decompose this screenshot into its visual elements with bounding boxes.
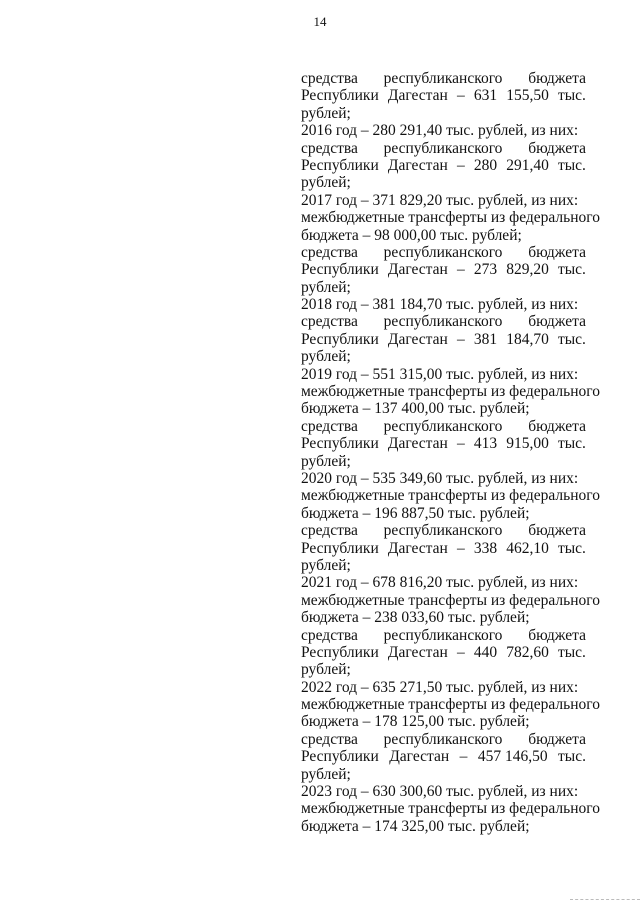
text-line (301, 644, 586, 661)
text-line: межбюджетные трансферты из федерального (301, 487, 600, 505)
text-word: бюджета (528, 626, 586, 644)
text-word: средства (301, 626, 358, 644)
text-word: тыс. (557, 87, 586, 105)
text-word: 381 (473, 330, 498, 348)
text-line: бюджета – 98 000,00 тыс. рублей; (301, 226, 522, 244)
text-word: бюджета (528, 313, 586, 331)
text-word: Республики (301, 539, 379, 557)
text-line: рублей; (301, 661, 351, 679)
text-line (301, 157, 586, 174)
text-word: Республики (301, 435, 379, 453)
text-line: 2018 год – 381 184,70 тыс. рублей, из них: (301, 296, 579, 314)
text-line: рублей; (301, 174, 351, 192)
text-word: Дагестан (387, 330, 448, 348)
text-word: республиканского (383, 243, 503, 261)
text-word: средства (301, 243, 358, 261)
text-word: – (456, 643, 465, 661)
text-word: 462,10 (506, 539, 549, 557)
text-line: 2020 год – 535 349,60 тыс. рублей, из них: (301, 469, 579, 487)
text-word: Республики (301, 261, 379, 279)
text-word: Дагестан (387, 156, 448, 174)
text-word: средства (301, 522, 358, 540)
text-line: 2023 год – 630 300,60 тыс. рублей, из них: (301, 783, 579, 801)
text-word: Дагестан (389, 748, 450, 766)
text-word: бюджета (528, 139, 586, 157)
text-line (301, 627, 586, 644)
text-word: – (456, 87, 465, 105)
text-word: бюджета (528, 417, 586, 435)
text-word: Республики (301, 156, 379, 174)
text-word: – (456, 435, 465, 453)
text-word: средства (301, 313, 358, 331)
text-word: 782,60 (506, 643, 549, 661)
text-word: средства (301, 417, 358, 435)
text-word: – (459, 748, 468, 766)
text-word: тыс. (558, 748, 586, 766)
text-word: 155,50 (506, 87, 549, 105)
text-word: тыс. (557, 435, 586, 453)
text-word: республиканского (383, 522, 503, 540)
text-line: бюджета – 238 033,60 тыс. рублей; (301, 609, 530, 627)
text-word: – (456, 330, 465, 348)
text-word: 413 (473, 435, 498, 453)
text-word: 280 (473, 156, 498, 174)
text-word: 184,70 (506, 330, 549, 348)
text-word: 440 (473, 643, 498, 661)
text-line: рублей; (301, 452, 351, 470)
text-word: 457 146,50 (477, 748, 548, 766)
text-line (301, 140, 586, 157)
text-word: средства (301, 730, 358, 748)
text-line: 2016 год – 280 291,40 тыс. рублей, из них: (301, 122, 579, 140)
text-word: тыс. (557, 261, 586, 279)
page-number: 14 (313, 14, 327, 29)
text-line: межбюджетные трансферты из федерального (301, 383, 600, 401)
text-word: республиканского (383, 139, 503, 157)
text-line: межбюджетные трансферты из федерального (301, 800, 600, 818)
text-word: Республики (301, 87, 379, 105)
text-line: межбюджетные трансферты из федерального (301, 209, 600, 227)
text-word: республиканского (383, 313, 503, 331)
text-line: 2019 год – 551 315,00 тыс. рублей, из них: (301, 365, 579, 383)
text-word: бюджета (528, 730, 586, 748)
text-word: Республики (301, 330, 379, 348)
text-line: рублей; (301, 104, 351, 122)
text-line: рублей; (301, 348, 351, 366)
text-line: бюджета – 137 400,00 тыс. рублей; (301, 400, 530, 418)
text-line: межбюджетные трансферты из федерального (301, 696, 600, 714)
text-word: 273 (473, 261, 498, 279)
text-word: республиканского (383, 70, 503, 87)
text-word: – (456, 156, 465, 174)
text-word: Дагестан (387, 643, 448, 661)
text-word: Дагестан (387, 261, 448, 279)
text-word: 829,20 (506, 261, 549, 279)
text-line (301, 331, 586, 348)
text-word: 291,40 (506, 156, 549, 174)
text-line: 2022 год – 635 271,50 тыс. рублей, из них: (301, 678, 579, 696)
text-word: республиканского (383, 417, 503, 435)
text-line (301, 87, 586, 104)
text-line (301, 313, 586, 330)
text-word: бюджета (528, 522, 586, 540)
text-word: Дагестан (387, 435, 448, 453)
text-word: тыс. (557, 330, 586, 348)
text-line (301, 748, 586, 765)
text-word: бюджета (528, 243, 586, 261)
text-word: – (456, 539, 465, 557)
text-line: рублей; (301, 556, 351, 574)
text-line: межбюджетные трансферты из федерального (301, 591, 600, 609)
text-word: 338 (473, 539, 498, 557)
text-line (301, 540, 586, 557)
text-line: бюджета – 196 887,50 тыс. рублей; (301, 504, 530, 522)
text-word: средства (301, 70, 358, 87)
text-word: республиканского (383, 626, 503, 644)
text-line (301, 70, 586, 87)
text-word: бюджета (528, 70, 586, 87)
text-line (301, 418, 586, 435)
text-line (301, 244, 586, 261)
text-line: бюджета – 178 125,00 тыс. рублей; (301, 713, 530, 731)
scan-artifact (570, 899, 640, 903)
document-text-column (301, 70, 600, 835)
text-line: рублей; (301, 765, 351, 783)
text-line (301, 522, 586, 539)
text-word: – (456, 261, 465, 279)
text-word: Дагестан (387, 539, 448, 557)
text-line: бюджета – 174 325,00 тыс. рублей; (301, 817, 530, 835)
text-line (301, 435, 586, 452)
text-word: тыс. (557, 643, 586, 661)
text-word: 631 (473, 87, 498, 105)
text-line: 2021 год – 678 816,20 тыс. рублей, из них: (301, 574, 579, 592)
text-word: Республики (301, 748, 379, 766)
text-word: Республики (301, 643, 379, 661)
text-word: тыс. (557, 539, 586, 557)
text-word: средства (301, 139, 358, 157)
text-word: 915,00 (506, 435, 549, 453)
text-line: 2017 год – 371 829,20 тыс. рублей, из них: (301, 191, 579, 209)
text-word: тыс. (557, 156, 586, 174)
text-word: Дагестан (387, 87, 448, 105)
text-line: рублей; (301, 278, 351, 296)
text-word: республиканского (383, 730, 503, 748)
text-line (301, 261, 586, 278)
text-line (301, 731, 586, 748)
